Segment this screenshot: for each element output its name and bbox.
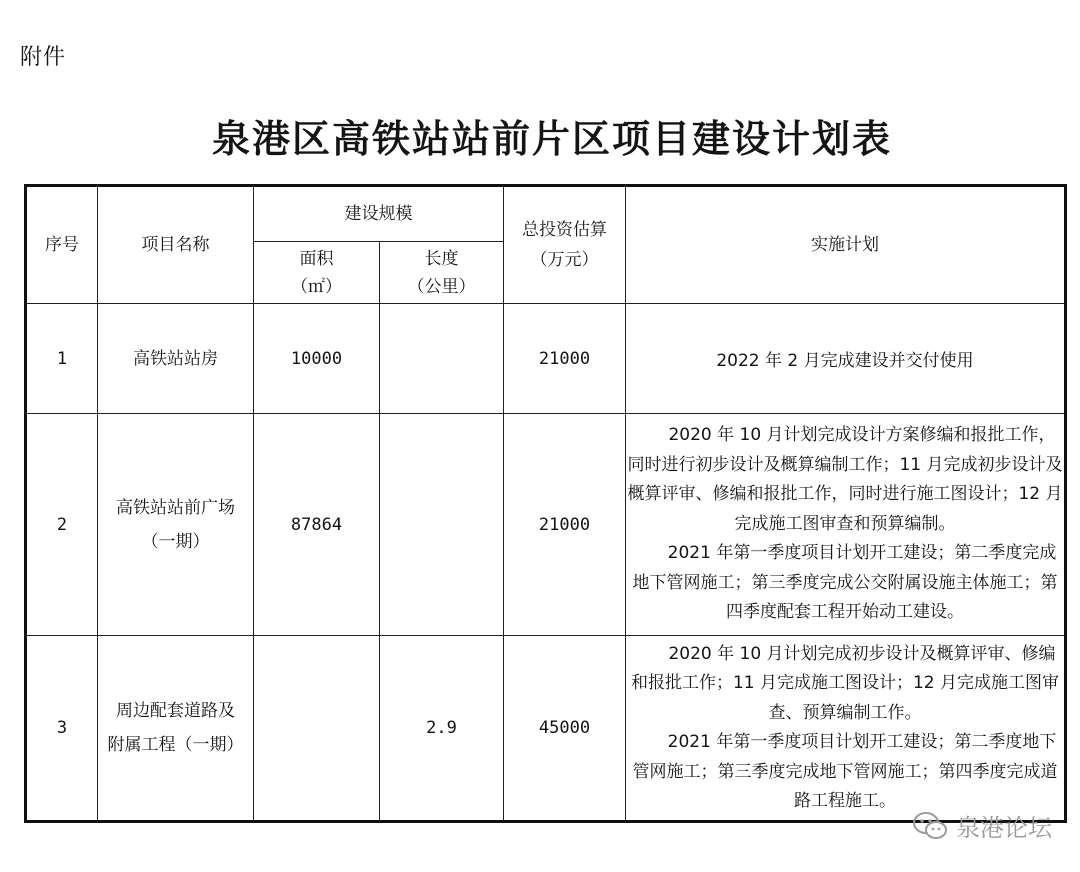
plan-paragraph: 2020 年 10 月计划完成设计方案修编和报批工作，同时进行初步设计及概算编制工作；11 月完成初步设计及概算评审、修编和报批工作，同时进行施工图设计；12 月完成施工图审查和预算编制。 — [627, 425, 1063, 534]
row-project-name-line1: 周边配套道路及 — [116, 701, 235, 721]
plan-paragraph: 2020 年 10 月计划完成初步设计及概算评审、修编和报批工作；11 月完成施工图设计；12 月完成施工图审查、预算编制工作。 — [630, 643, 1060, 723]
row-area: 87864 — [254, 414, 380, 636]
header-seq: 序号 — [26, 186, 98, 304]
row-plan — [626, 636, 1066, 822]
header-area-line2: （㎡） — [291, 276, 342, 297]
table-row — [26, 636, 1066, 822]
row-investment: 45000 — [504, 636, 626, 822]
header-project-name: 项目名称 — [98, 186, 254, 304]
plan-paragraph: 2021 年第一季度项目计划开工建设；第二季度地下管网施工；第三季度完成地下管网施工；第四季度完成道路工程施工。 — [632, 732, 1058, 811]
table-row — [26, 414, 1066, 636]
row-project-name — [98, 414, 254, 636]
header-area-line1: 面积 — [299, 248, 334, 269]
document-title: 泉港区高铁站站前片区项目建设计划表 — [211, 116, 892, 161]
header-row-1 — [26, 186, 1066, 242]
header-plan: 实施计划 — [626, 186, 1066, 304]
row-seq: 1 — [26, 304, 98, 414]
row-project-name — [98, 636, 254, 822]
header-scale: 建设规模 — [254, 186, 504, 242]
row-plan — [626, 414, 1066, 636]
header-investment-line1: 总投资估算 — [522, 220, 607, 240]
header-investment-line2: （万元） — [530, 250, 599, 270]
row-area: 10000 — [254, 304, 380, 414]
wechat-icon — [912, 811, 948, 841]
table-row — [26, 304, 1066, 414]
row-length — [380, 414, 504, 636]
watermark-text: 泉港论坛 — [956, 814, 1052, 842]
row-project-name — [98, 304, 254, 414]
header-investment — [504, 186, 626, 304]
row-project-name-line1: 高铁站站前广场 — [116, 497, 235, 518]
plan-paragraph: 2021 年第一季度项目计划开工建设；第二季度完成地下管网施工；第三季度完成公交附属设施主体施工；第四季度配套工程开始动工建设。 — [632, 543, 1058, 623]
project-plan-table — [24, 184, 1067, 823]
row-project-name-line2: （一期） — [141, 531, 210, 552]
row-seq: 2 — [26, 414, 98, 636]
header-length — [380, 242, 504, 304]
header-area — [254, 242, 380, 304]
row-plan: 2022 年 2 月完成建设并交付使用 — [626, 304, 1066, 414]
row-length: 2.9 — [380, 636, 504, 822]
row-project-name-line2: 附属工程（一期） — [107, 735, 244, 755]
row-length — [380, 304, 504, 414]
header-length-line1: 长度 — [424, 248, 459, 269]
row-area — [254, 636, 380, 822]
watermark — [912, 808, 1052, 843]
attachment-label: 附件 — [20, 45, 67, 70]
row-investment: 21000 — [504, 414, 626, 636]
row-investment: 21000 — [504, 304, 626, 414]
row-seq: 3 — [26, 636, 98, 822]
header-length-line2: （公里） — [407, 276, 476, 297]
row-project-name-line1: 高铁站站房 — [133, 348, 218, 369]
